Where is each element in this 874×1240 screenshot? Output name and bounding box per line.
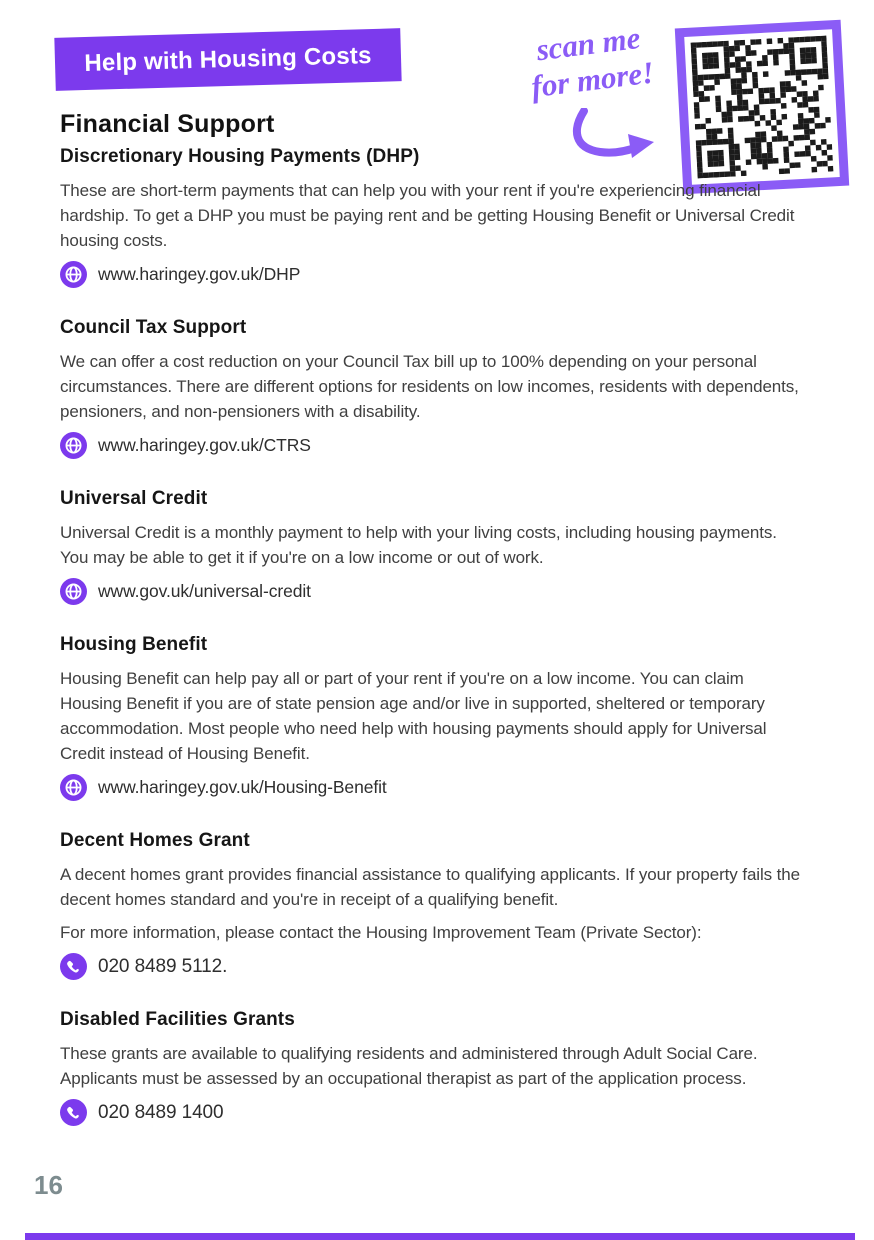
banner-title: Help with Housing Costs [84, 41, 372, 77]
phone-icon [60, 953, 87, 980]
section-body: These grants are available to qualifying residents and administered through Adult Social Care. Applicants must be assessed by an occupational therapist as part of the application process. [60, 1044, 758, 1088]
section-heading: Housing Benefit [60, 634, 208, 655]
section-heading: Universal Credit [60, 488, 208, 509]
section-body: Universal Credit is a monthly payment to help with your living costs, including housing payments. You may be able to get it if you're on a low income or out of work. [60, 523, 777, 567]
section-body-2: For more information, please contact the Housing Improvement Team (Private Sector): [60, 923, 702, 942]
phone-number: 020 8489 1400 [98, 1101, 224, 1123]
scan-note-line1: scan me [534, 19, 643, 68]
phone-number: 020 8489 5112. [98, 955, 228, 977]
globe-icon [60, 578, 87, 605]
website-url: www.haringey.gov.uk/DHP [98, 264, 301, 284]
globe-icon [60, 432, 87, 459]
scan-me-note [494, 15, 686, 109]
phone-icon [60, 1099, 87, 1126]
page-title: Financial Support [60, 110, 275, 138]
globe-icon [60, 261, 87, 288]
bottom-accent-bar [25, 1233, 855, 1240]
main-content [60, 110, 808, 1155]
phone-row [60, 1099, 808, 1126]
page-header-banner [54, 28, 401, 91]
section-heading: Discretionary Housing Payments (DHP) [60, 146, 420, 167]
website-link-row[interactable] [60, 578, 808, 605]
website-link-row[interactable] [60, 774, 808, 801]
section-body: We can offer a cost reduction on your Council Tax bill up to 100% depending on your personal circumstances. There are different options for residents on low incomes, residents with dependents, pensioners, and non-pensioners with a disability. [60, 352, 799, 421]
section-disabled-facilities-grants [60, 1009, 808, 1126]
section-body: A decent homes grant provides financial assistance to qualifying applicants. If your property fails the decent homes standard and you're in receipt of a qualifying benefit. [60, 865, 801, 909]
globe-icon [60, 774, 87, 801]
scan-note-line2: for more! [529, 54, 656, 105]
section-heading: Council Tax Support [60, 317, 247, 338]
website-url: www.gov.uk/universal-credit [98, 581, 311, 601]
website-link-row[interactable] [60, 261, 808, 288]
phone-row [60, 953, 808, 980]
section-housing-benefit [60, 634, 808, 801]
section-universal-credit [60, 488, 808, 605]
section-decent-homes-grant [60, 830, 808, 980]
section-body: Housing Benefit can help pay all or part of your rent if you're on a low income. You can claim Housing Benefit if you are of state pension age and/or live in supported, sheltered or temporary accommodation. Most people who need help with housing payments should apply for Universal Credit instead of Housing Benefit. [60, 669, 767, 763]
website-url: www.haringey.gov.uk/CTRS [98, 435, 311, 455]
page-number: 16 [34, 1170, 63, 1200]
website-link-row[interactable] [60, 432, 808, 459]
section-heading: Decent Homes Grant [60, 830, 250, 851]
section-council-tax-support [60, 317, 808, 459]
section-dhp [60, 146, 808, 288]
section-heading: Disabled Facilities Grants [60, 1009, 295, 1030]
website-url: www.haringey.gov.uk/Housing-Benefit [98, 777, 387, 797]
section-body: These are short-term payments that can help you with your rent if you're experiencing financial hardship. To get a DHP you must be paying rent and be getting Housing Benefit or Universal Credit housing costs. [60, 181, 795, 250]
